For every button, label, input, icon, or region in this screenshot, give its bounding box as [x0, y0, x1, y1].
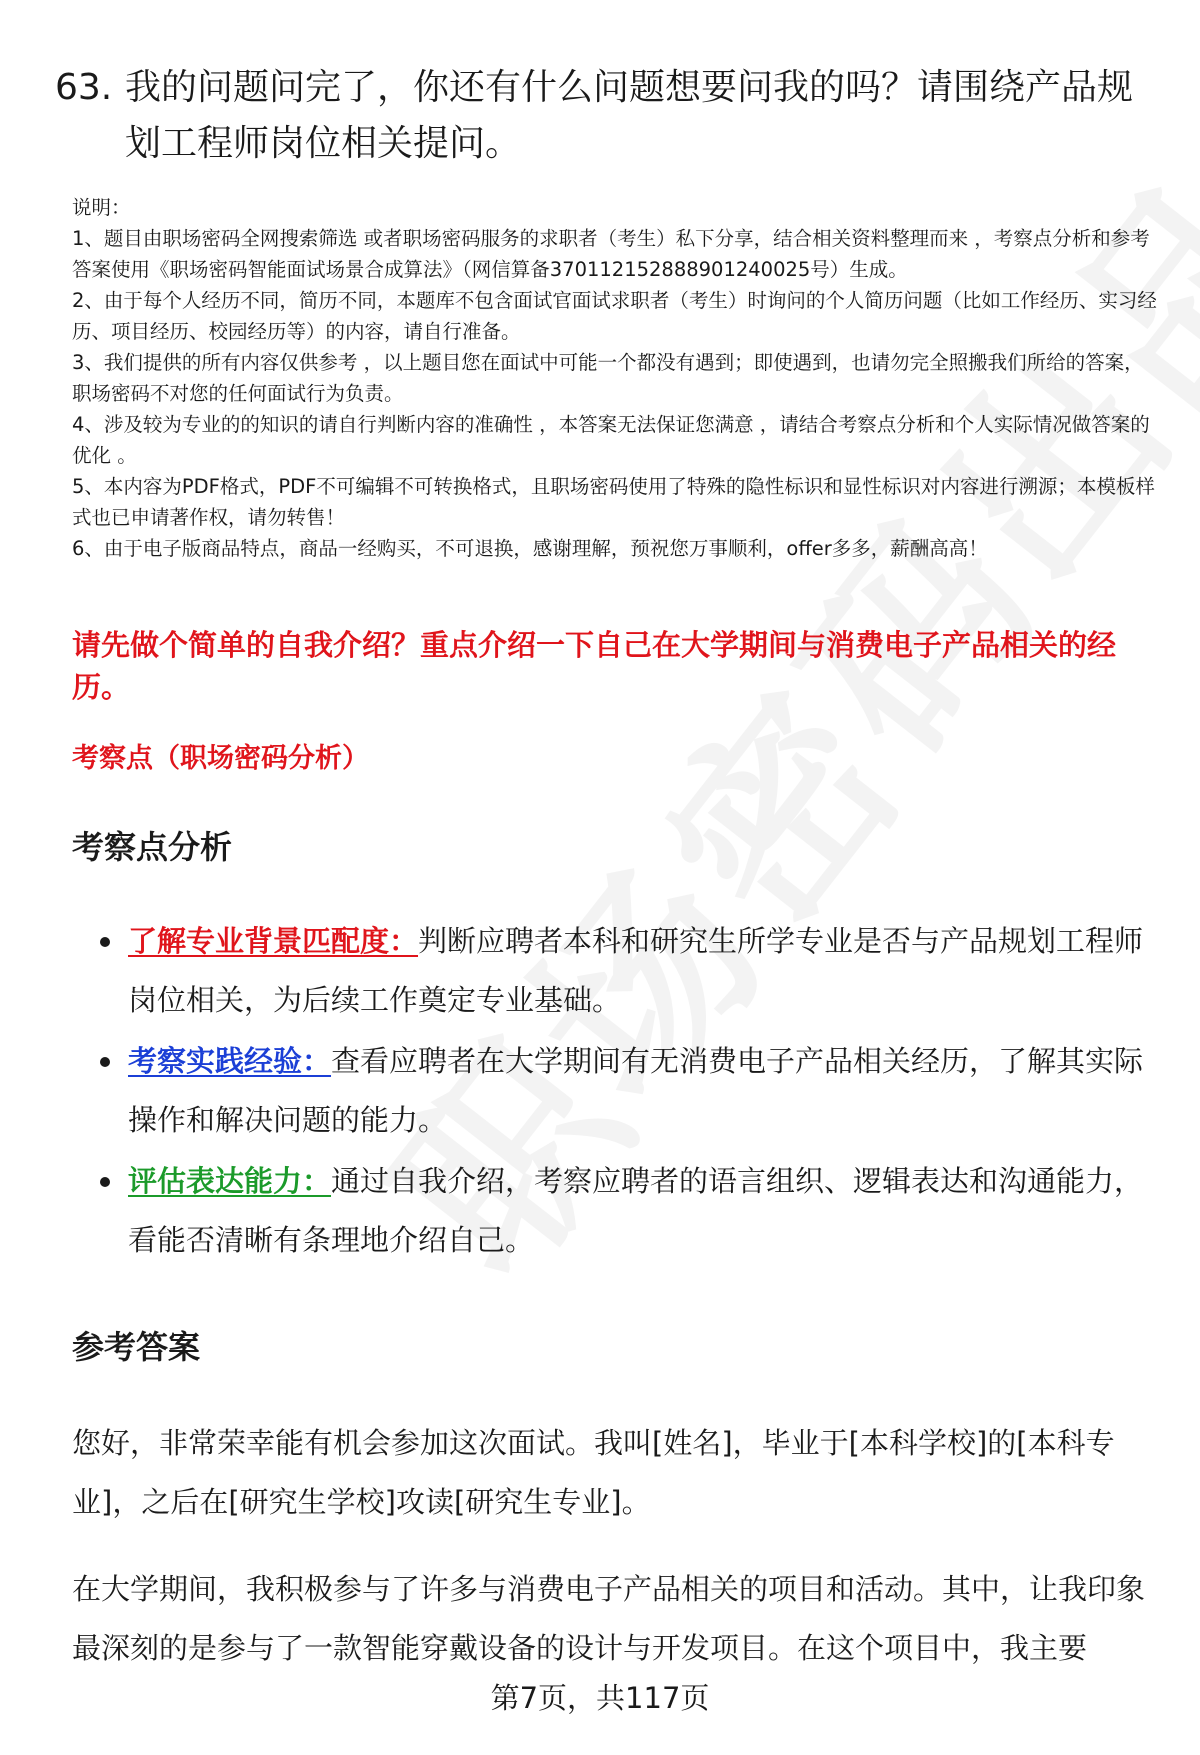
bullet-icon	[100, 937, 110, 947]
question-number: 63.	[55, 67, 113, 108]
question-text: 我的问题问完了，你还有什么问题想要问我的吗？请围绕产品规划工程师岗位相关提问。	[125, 67, 1134, 164]
notes-heading: 说明：	[72, 196, 131, 219]
note-item: 1、题目由职场密码全网搜索筛选 或者职场密码服务的求职者（考生）私下分享，结合相关资料整理而来 ，考察点分析和参考答案使用《职场密码智能面试场景合成算法》（网信算备370112152888901240025号）生成。	[72, 227, 1150, 281]
reference-paragraph: 您好，非常荣幸能有机会参加这次面试。我叫[姓名]，毕业于[本科学校]的[本科专业]，之后在[研究生学校]攻读[研究生专业]。	[72, 1426, 1115, 1519]
note-item: 6、由于电子版商品特点，商品一经购买，不可退换，感谢理解，预祝您万事顺利，offer多多，薪酬高高！	[72, 537, 988, 560]
analysis-item-label: 评估表达能力：	[128, 1164, 332, 1198]
note-item: 3、我们提供的所有内容仅供参考 ，以上题目您在面试中可能一个都没有遇到；即使遇到，也请勿完全照搬我们所给的答案，职场密码不对您的任何面试行为负责。	[72, 351, 1144, 405]
analysis-item-label: 了解专业背景匹配度：	[128, 924, 419, 958]
note-item: 4、涉及较为专业的的知识的请自行判断内容的准确性 ，本答案无法保证您满意 ，请结合考察点分析和个人实际情况做答案的优化 。	[72, 413, 1150, 467]
analysis-item-text: 判断应聘者本科和研究生所学专业是否与产品规划工程师岗位相关，为后续工作奠定专业基础。	[128, 924, 1144, 1017]
analysis-item	[72, 912, 1152, 1030]
page-footer: 第7页，共117页	[490, 1681, 710, 1715]
analysis-item	[72, 1152, 1152, 1270]
analysis-item	[72, 1032, 1152, 1150]
notes-section	[72, 192, 1162, 564]
question-title	[55, 60, 1155, 172]
analysis-item-label: 考察实践经验：	[128, 1044, 332, 1078]
analysis-item-text: 通过自我介绍，考察应聘者的语言组织、逻辑表达和沟通能力，看能否清晰有条理地介绍自己。	[128, 1164, 1144, 1257]
bullet-icon	[100, 1057, 110, 1067]
analysis-list	[72, 912, 1152, 1272]
reference-paragraph: 在大学期间，我积极参与了许多与消费电子产品相关的项目和活动。其中，让我印象最深刻的是参与了一款智能穿戴设备的设计与开发项目。在这个项目中，我主要	[72, 1572, 1146, 1665]
analysis-item-text: 查看应聘者在大学期间有无消费电子产品相关经历，了解其实际操作和解决问题的能力。	[128, 1044, 1144, 1137]
reference-heading: 参考答案	[72, 1328, 201, 1366]
note-item: 2、由于每个人经历不同，简历不同，本题库不包含面试官面试求职者（考生）时询问的个人简历问题（比如工作经历、实习经历、项目经历、校园经历等）的内容，请自行准备。	[72, 289, 1157, 343]
interview-prompt: 请先做个简单的自我介绍？重点介绍一下自己在大学期间与消费电子产品相关的经历。	[72, 628, 1117, 704]
exam-point-label: 考察点（职场密码分析）	[72, 743, 369, 774]
bullet-icon	[100, 1177, 110, 1187]
analysis-heading: 考察点分析	[72, 828, 233, 866]
note-item: 5、本内容为PDF格式，PDF不可编辑不可转换格式，且职场密码使用了特殊的隐性标识和显性标识对内容进行溯源；本模板样式也已申请著作权，请勿转售！	[72, 475, 1155, 529]
